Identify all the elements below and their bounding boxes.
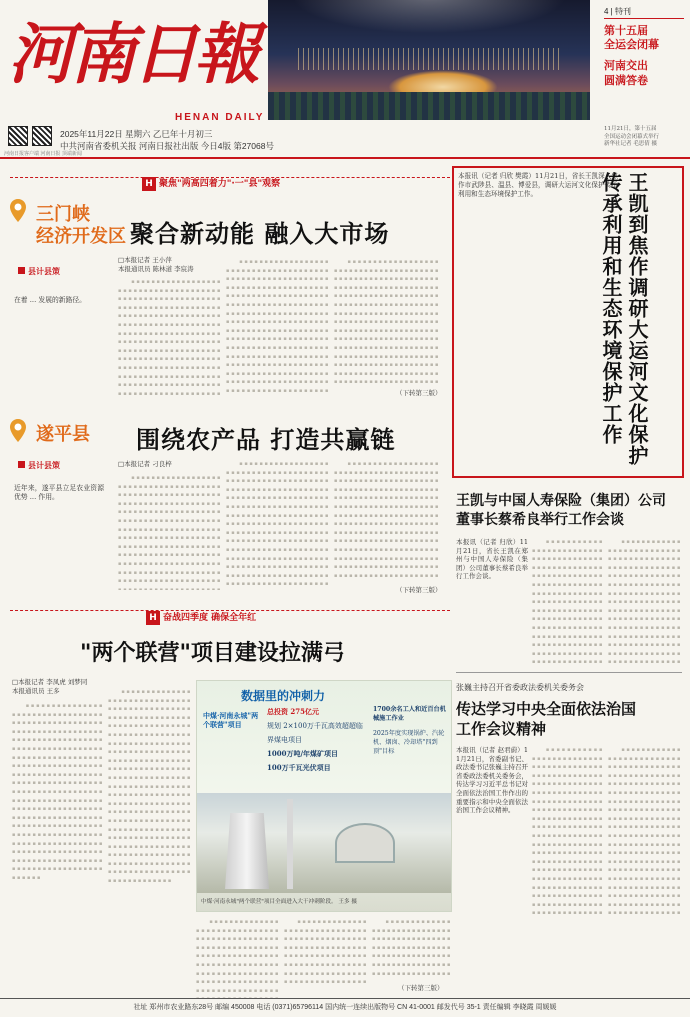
article-headline[interactable]: 聚合新动能 融入大市场 xyxy=(130,220,390,248)
qr-labels: 河南日报客户端 河南日报 顶端新闻 xyxy=(4,151,82,157)
masthead-title: 河南日報 xyxy=(8,15,256,93)
kicker: 张巍主持召开省委政法委机关委务会 xyxy=(456,683,584,692)
article-column: ▪▪▪▪▪▪▪▪▪▪▪▪▪▪▪▪▪▪▪▪▪▪▪▪▪▪▪▪▪▪▪▪▪▪▪▪▪▪▪▪▪▪▪▪▪▪▪▪▪▪▪▪▪▪▪▪▪▪▪▪▪▪▪▪▪▪▪▪▪▪▪▪▪▪▪▪▪▪▪▪▪▪▪▪▪▪▪▪▪▪▪▪▪▪▪▪▪▪▪▪▪▪▪▪▪▪▪▪▪▪▪▪▪▪▪▪▪▪▪▪▪▪▪▪▪▪▪▪▪▪▪▪▪▪▪▪▪▪▪▪▪▪▪▪▪▪▪▪▪▪▪▪▪▪▪▪▪▪▪▪▪▪▪▪▪▪▪▪▪▪▪▪▪▪▪▪▪▪▪▪▪▪▪▪▪▪▪▪▪▪▪▪▪▪▪▪▪▪▪▪▪▪▪▪▪▪▪▪▪▪▪▪▪▪▪▪▪▪▪▪▪▪▪▪▪▪▪▪▪▪▪▪▪▪▪▪▪▪▪▪▪▪▪▪▪▪▪▪▪▪▪▪▪▪▪▪▪▪▪▪▪▪▪▪▪▪▪▪▪▪▪▪▪▪▪▪▪▪▪▪▪▪▪▪▪▪▪▪▪▪▪▪▪▪▪▪▪▪▪▪▪▪▪▪▪▪▪▪▪▪▪▪▪▪▪▪▪▪▪▪▪▪▪▪▪▪▪▪▪▪▪▪▪▪▪▪▪▪▪▪▪▪▪▪▪▪▪▪▪▪▪▪▪▪▪▪▪▪▪▪▪▪▪ xyxy=(108,689,192,885)
lead-story-headline-2[interactable]: 传承利用和生态环境保护工作 xyxy=(599,172,623,445)
article-headline[interactable]: 围绕农产品 打造共赢链 xyxy=(136,426,396,454)
infographic-box-title: 中煤·河南永城"两个联营"项目 xyxy=(203,711,259,729)
publisher-line: 中共河南省委机关报 河南日报社出版 今日4版 第27068号 xyxy=(60,141,274,151)
byline: □本报记者 刁良梓 xyxy=(118,460,172,468)
article-column: ▪▪▪▪▪▪▪▪▪▪▪▪▪▪▪▪▪▪▪▪▪▪▪▪▪▪▪▪▪▪▪▪▪▪▪▪▪▪▪▪▪▪▪▪▪▪▪▪▪▪▪▪▪▪▪▪▪▪▪▪▪▪▪▪▪▪▪▪▪▪▪▪▪▪▪▪▪▪▪▪▪▪▪▪▪▪▪▪▪▪▪▪▪▪▪▪▪▪▪▪▪▪▪▪▪▪▪▪▪▪▪▪▪▪▪▪▪▪▪▪▪▪▪▪▪▪ xyxy=(284,919,368,986)
qr-code-icon xyxy=(8,126,28,146)
county-lead: 近年来，遂平县立足农业资源优势 ... 作用。 xyxy=(14,484,104,501)
byline: □本报记者 李凤虎 刘梦同 本报通讯员 王多 xyxy=(12,678,88,695)
article-column: ▪▪▪▪▪▪▪▪▪▪▪▪▪▪▪▪▪▪▪▪▪▪▪▪▪▪▪▪▪▪▪▪▪▪▪▪▪▪▪▪▪▪▪▪▪▪▪▪▪▪▪▪▪▪▪▪▪▪▪▪▪▪▪▪▪▪▪▪▪▪▪▪▪▪▪▪▪▪▪▪▪▪▪▪▪▪▪▪▪▪▪▪▪▪▪▪▪▪▪▪▪▪▪▪▪▪▪▪▪▪▪▪▪▪▪▪▪▪▪▪▪▪▪▪▪▪▪▪▪▪▪▪▪▪▪▪▪▪▪▪▪▪▪▪▪▪▪▪▪▪▪▪▪▪▪▪▪▪▪▪▪▪▪▪▪▪▪▪▪▪▪▪▪▪▪▪▪▪▪▪▪▪▪▪▪▪▪▪▪▪▪▪▪▪▪▪▪▪▪▪▪▪▪▪▪▪▪ xyxy=(532,539,604,666)
article-column: ▪▪▪▪▪▪▪▪▪▪▪▪▪▪▪▪▪▪▪▪▪▪▪▪▪▪▪▪▪▪▪▪▪▪▪▪▪▪▪▪▪▪▪▪▪▪▪▪▪▪▪▪▪▪▪▪▪▪▪▪▪▪▪▪▪▪▪▪▪▪▪▪▪▪▪▪▪▪▪▪▪▪▪▪▪▪▪▪▪▪▪▪▪▪▪▪▪▪▪▪▪▪▪▪▪▪▪▪▪▪▪▪▪▪▪▪▪▪▪▪▪▪▪▪▪▪▪▪▪▪▪▪▪▪▪▪▪▪▪▪▪▪▪▪▪▪▪▪▪▪▪▪▪▪▪▪▪▪▪▪▪▪▪▪▪▪▪▪▪▪▪▪▪▪▪▪▪▪▪▪▪▪▪▪▪▪▪▪▪▪▪▪▪▪▪▪▪▪▪▪▪▪▪▪▪▪▪▪▪▪▪▪▪▪▪▪▪▪▪▪▪▪▪▪▪▪▪▪▪▪▪▪▪▪▪▪▪▪▪▪▪▪▪▪▪▪▪▪▪▪▪▪▪▪▪▪▪▪▪▪▪▪▪▪▪▪▪▪▪▪▪▪▪▪▪▪▪▪ xyxy=(118,279,222,396)
infographic-stats: 总投资 275亿元 规划 2×100万千瓦高效超超临界煤电项目 1000万吨/年煤矿项目 100万千瓦光伏项目 xyxy=(267,707,363,772)
closing-ceremony-photo xyxy=(268,0,590,120)
article-column: ▪▪▪▪▪▪▪▪▪▪▪▪▪▪▪▪▪▪▪▪▪▪▪▪▪▪▪▪▪▪▪▪▪▪▪▪▪▪▪▪▪▪▪▪▪▪▪▪▪▪▪▪▪▪▪▪▪▪▪▪▪▪▪▪▪▪▪▪▪▪▪▪▪▪▪▪▪▪▪▪▪▪▪▪▪▪▪▪▪▪▪▪▪▪▪▪▪▪▪▪▪▪▪▪▪▪▪▪▪ xyxy=(372,919,452,977)
section-banner: H 奋战四季度 确保全年红 xyxy=(146,610,256,626)
lead-story-body: 本报讯（记者 归欣 樊霞）11月21日，省长王凯深入焦作市武陟县、温县、博爱县，调研大运河文化保护传承利用和生态环境保护工作。 xyxy=(458,172,618,198)
location-pin-icon xyxy=(8,198,28,224)
edition-label: 4 | 特刊 xyxy=(604,7,631,16)
feature-headline[interactable]: 第十五届 全运会闭幕 xyxy=(604,24,659,51)
article-column: ▪▪▪▪▪▪▪▪▪▪▪▪▪▪▪▪▪▪▪▪▪▪▪▪▪▪▪▪▪▪▪▪▪▪▪▪▪▪▪▪▪▪▪▪▪▪▪▪▪▪▪▪▪▪▪▪▪▪▪▪▪▪▪▪▪▪▪▪▪▪▪▪▪▪▪▪▪▪▪▪▪▪▪▪▪▪▪▪▪▪▪▪▪▪▪▪▪▪▪▪▪▪▪▪▪▪▪▪▪▪▪▪▪▪▪▪▪▪▪▪▪▪▪▪▪▪▪▪▪▪▪▪▪▪▪▪▪▪▪▪▪▪▪▪▪▪▪▪▪▪▪▪▪▪▪▪▪▪▪▪▪▪▪▪▪▪▪▪▪▪▪▪▪▪▪▪▪▪▪▪▪▪▪▪▪▪▪▪▪▪▪▪▪▪▪▪▪▪▪▪▪▪▪▪▪▪▪▪▪▪▪▪▪▪▪▪▪▪▪▪▪▪▪▪▪▪▪▪▪▪▪▪▪▪▪▪▪▪▪▪▪▪▪▪▪▪▪▪▪▪▪▪▪▪▪▪▪▪▪▪▪▪▪▪▪▪▪▪▪▪▪▪▪▪▪▪▪ xyxy=(532,747,604,916)
lead-story-headline[interactable]: 王凯到焦作调研大运河文化保护 xyxy=(625,172,649,466)
article-column: ▪▪▪▪▪▪▪▪▪▪▪▪▪▪▪▪▪▪▪▪▪▪▪▪▪▪▪▪▪▪▪▪▪▪▪▪▪▪▪▪▪▪▪▪▪▪▪▪▪▪▪▪▪▪▪▪▪▪▪▪▪▪▪▪▪▪▪▪▪▪▪▪▪▪▪▪▪▪▪▪▪▪▪▪▪▪▪▪▪▪▪▪▪▪▪▪▪▪▪▪▪▪▪▪▪▪▪▪▪▪▪▪▪▪▪▪▪▪▪▪▪▪▪▪▪▪▪▪▪▪▪▪▪▪▪▪▪▪▪▪▪▪▪▪▪▪▪▪▪▪▪▪▪▪▪▪▪▪▪▪▪▪▪▪▪▪▪▪▪▪▪▪▪▪▪▪▪▪▪▪▪▪▪▪▪▪▪▪▪▪▪▪▪▪▪▪▪▪▪▪▪▪▪▪▪▪▪▪▪▪▪▪▪▪▪▪▪▪▪▪▪▪▪▪▪▪▪▪▪▪▪▪▪▪▪▪▪▪▪▪▪▪▪▪▪▪▪▪▪▪▪▪▪▪▪▪▪▪▪▪▪▪▪▪▪▪▪▪▪▪▪▪▪▪▪▪▪▪▪▪▪▪▪▪▪▪▪▪▪▪▪▪▪▪▪▪▪▪▪▪▪▪▪▪▪▪▪▪▪▪▪▪▪▪▪▪▪▪ xyxy=(226,259,330,394)
column-tag: 县计县策 xyxy=(18,460,60,471)
article-column: ▪▪▪▪▪▪▪▪▪▪▪▪▪▪▪▪▪▪▪▪▪▪▪▪▪▪▪▪▪▪▪▪▪▪▪▪▪▪▪▪▪▪▪▪▪▪▪▪▪▪▪▪▪▪▪▪▪▪▪▪▪▪▪▪▪▪▪▪▪▪▪▪▪▪▪▪▪▪▪▪▪▪▪▪▪▪▪▪▪▪▪▪▪▪▪▪▪▪▪▪▪▪▪▪▪▪▪▪▪▪▪▪▪▪▪▪▪▪▪▪▪▪▪▪▪▪▪▪▪▪▪▪▪▪▪▪▪▪▪▪▪▪ xyxy=(196,919,280,994)
county-lead: 在着 ... 发展的新路径。 xyxy=(14,296,86,304)
article-column: ▪▪▪▪▪▪▪▪▪▪▪▪▪▪▪▪▪▪▪▪▪▪▪▪▪▪▪▪▪▪▪▪▪▪▪▪▪▪▪▪▪▪▪▪▪▪▪▪▪▪▪▪▪▪▪▪▪▪▪▪▪▪▪▪▪▪▪▪▪▪▪▪▪▪▪▪▪▪▪▪▪▪▪▪▪▪▪▪▪▪▪▪▪▪▪▪▪▪▪▪▪▪▪▪▪▪▪▪▪▪▪▪▪▪▪▪▪▪▪▪▪▪▪▪▪▪▪▪▪▪▪▪▪▪▪▪▪▪▪▪▪▪▪▪▪▪▪▪▪▪▪▪▪▪▪▪▪▪▪▪▪▪▪▪▪▪▪▪▪▪▪▪▪▪▪▪▪▪▪▪▪▪▪▪▪▪▪▪▪▪▪▪▪▪▪▪▪▪▪▪▪▪▪▪▪▪▪▪▪▪▪▪▪▪▪▪▪▪▪▪▪▪▪▪▪▪▪▪▪▪▪▪▪▪▪▪▪▪▪▪▪▪▪▪▪▪▪▪▪▪▪▪▪▪▪▪▪▪▪▪▪▪▪▪▪▪▪▪▪▪▪▪▪▪▪▪▪▪ xyxy=(608,747,682,916)
article-column: ▪▪▪▪▪▪▪▪▪▪▪▪▪▪▪▪▪▪▪▪▪▪▪▪▪▪▪▪▪▪▪▪▪▪▪▪▪▪▪▪▪▪▪▪▪▪▪▪▪▪▪▪▪▪▪▪▪▪▪▪▪▪▪▪▪▪▪▪▪▪▪▪▪▪▪▪▪▪▪▪▪▪▪▪▪▪▪▪▪▪▪▪▪▪▪▪▪▪▪▪▪▪▪▪▪▪▪▪▪▪▪▪▪▪▪▪▪▪▪▪▪▪▪▪▪▪▪▪▪▪▪▪▪▪▪▪▪▪▪▪▪▪▪▪▪▪▪▪▪▪▪▪▪▪▪▪▪▪▪▪▪▪▪▪▪▪▪▪▪▪▪▪▪▪▪▪▪▪▪▪▪▪▪▪▪▪▪▪▪▪▪▪▪▪▪▪▪▪▪▪▪▪▪▪▪▪▪▪▪▪▪▪▪▪▪▪▪▪▪▪▪▪▪▪▪▪▪▪▪▪▪▪▪▪▪▪▪▪▪▪▪▪▪▪▪▪▪▪▪▪▪▪▪▪▪▪▪▪▪▪▪▪▪▪▪▪▪▪▪▪▪▪▪▪▪▪▪▪▪▪▪▪▪▪▪▪▪▪▪▪▪▪▪▪▪▪▪▪ xyxy=(226,461,330,588)
article-column: ▪▪▪▪▪▪▪▪▪▪▪▪▪▪▪▪▪▪▪▪▪▪▪▪▪▪▪▪▪▪▪▪▪▪▪▪▪▪▪▪▪▪▪▪▪▪▪▪▪▪▪▪▪▪▪▪▪▪▪▪▪▪▪▪▪▪▪▪▪▪▪▪▪▪▪▪▪▪▪▪▪▪▪▪▪▪▪▪▪▪▪▪▪▪▪▪▪▪▪▪▪▪▪▪▪▪▪▪▪▪▪▪▪▪▪▪▪▪▪▪▪▪▪▪▪▪▪▪▪▪▪▪▪▪▪▪▪▪▪▪▪▪▪▪▪▪▪▪▪▪▪▪▪▪▪▪▪▪▪▪▪▪▪▪▪▪▪▪▪▪▪▪▪▪▪▪▪▪▪▪▪▪▪▪▪▪▪▪▪▪▪▪▪▪▪▪▪▪▪▪▪▪▪▪▪▪▪▪▪▪▪▪▪▪▪▪▪▪▪▪▪▪▪▪▪▪▪▪▪▪▪▪▪▪▪▪▪▪▪▪▪▪▪▪▪▪▪▪▪▪▪▪▪▪▪▪▪▪▪▪▪▪▪▪▪▪▪▪▪▪▪▪▪▪▪▪▪▪▪▪▪▪▪▪▪▪▪▪▪▪▪▪▪▪▪▪▪▪▪▪▪▪▪▪▪▪▪▪▪▪▪▪▪▪▪▪▪▪▪▪▪▪▪▪▪▪▪▪▪▪▪▪▪▪▪▪▪▪▪▪▪▪▪▪▪▪▪▪▪▪▪▪▪▪▪▪▪▪▪▪▪▪▪ xyxy=(12,703,104,881)
feature-caption: 11月21日，第十五届 全国运动会闭幕式举行 新华社记者 毛思倩 摄 xyxy=(604,126,660,147)
masthead-english-title: HENAN DAILY xyxy=(175,112,265,123)
story3-lead: 本报讯（记者 赵君蔚）11月21日，省委副书记、政法委书记张巍主持召开省委政法委机关委务会，传达学习习近平总书记对全面依法治国工作作出的重要指示和中央全面依法治国工作会议精神。 xyxy=(456,746,528,815)
feature-subhead[interactable]: 河南交出 圆满答卷 xyxy=(604,59,648,87)
article-column: ▪▪▪▪▪▪▪▪▪▪▪▪▪▪▪▪▪▪▪▪▪▪▪▪▪▪▪▪▪▪▪▪▪▪▪▪▪▪▪▪▪▪▪▪▪▪▪▪▪▪▪▪▪▪▪▪▪▪▪▪▪▪▪▪▪▪▪▪▪▪▪▪▪▪▪▪▪▪▪▪▪▪▪▪▪▪▪▪▪▪▪▪▪▪▪▪▪▪▪▪▪▪▪▪▪▪▪▪▪▪▪▪▪▪▪▪▪▪▪▪▪▪▪▪▪▪▪▪▪▪▪▪▪▪▪▪▪▪▪▪▪▪▪▪▪▪▪▪▪▪▪▪▪▪▪▪▪▪▪▪▪▪▪▪▪▪▪▪▪▪▪▪▪▪▪▪▪▪▪▪▪▪▪▪▪▪▪▪▪▪▪▪▪▪▪▪▪▪▪▪▪▪▪▪▪▪▪▪▪▪▪▪▪▪▪▪▪▪▪▪▪▪▪▪▪▪▪▪▪▪▪▪▪▪▪▪▪▪▪▪▪▪▪▪▪▪▪▪▪▪▪▪▪▪▪▪▪▪▪▪▪▪▪▪▪▪▪▪▪▪▪▪▪▪▪▪▪▪ xyxy=(118,475,222,590)
continued-note: （下转第三版） xyxy=(396,389,442,397)
county-title: 遂平县 xyxy=(36,424,90,445)
article-column: ▪▪▪▪▪▪▪▪▪▪▪▪▪▪▪▪▪▪▪▪▪▪▪▪▪▪▪▪▪▪▪▪▪▪▪▪▪▪▪▪▪▪▪▪▪▪▪▪▪▪▪▪▪▪▪▪▪▪▪▪▪▪▪▪▪▪▪▪▪▪▪▪▪▪▪▪▪▪▪▪▪▪▪▪▪▪▪▪▪▪▪▪▪▪▪▪▪▪▪▪▪▪▪▪▪▪▪▪▪▪▪▪▪▪▪▪▪▪▪▪▪▪▪▪▪▪▪▪▪▪▪▪▪▪▪▪▪▪▪▪▪▪▪▪▪▪▪▪▪▪▪▪▪▪▪▪▪▪▪▪▪▪▪▪▪▪▪▪▪▪▪▪▪▪▪▪▪▪▪▪▪▪▪▪▪▪▪▪▪▪▪▪▪▪▪▪▪▪▪▪▪▪▪▪▪▪▪▪ xyxy=(608,539,682,664)
county-title: 三门峡 经济开发区 xyxy=(36,204,126,247)
byline: □本报记者 王小萍 本报通讯员 陈林道 李宸涛 xyxy=(118,256,194,273)
photo-caption: 中煤·河南永城"两个联营"项目全面进入大干冲刺阶段。 王多 摄 xyxy=(201,899,357,905)
footer-info: 社址 郑州市农业路东28号 邮编 450008 电话 (0371)65796114 国内统一连续出版物号 CN 41-0001 邮发代号 35-1 责任编辑 李晓霞 周媛媛 xyxy=(133,1004,557,1011)
continued-note: （下转第三版） xyxy=(398,984,444,992)
infographic-stats-2: 1700余名工人和近百台机械施工作业 2025年度实现锅炉、汽轮机、烟囱、冷却塔"四到顶"目标 xyxy=(373,706,446,755)
article-headline[interactable]: 王凯与中国人寿保险（集团）公司 董事长蔡希良举行工作会谈 xyxy=(456,493,666,528)
article-headline[interactable]: 传达学习中央全面依法治国 工作会议精神 xyxy=(456,700,637,738)
article-column: ▪▪▪▪▪▪▪▪▪▪▪▪▪▪▪▪▪▪▪▪▪▪▪▪▪▪▪▪▪▪▪▪▪▪▪▪▪▪▪▪▪▪▪▪▪▪▪▪▪▪▪▪▪▪▪▪▪▪▪▪▪▪▪▪▪▪▪▪▪▪▪▪▪▪▪▪▪▪▪▪▪▪▪▪▪▪▪▪▪▪▪▪▪▪▪▪▪▪▪▪▪▪▪▪▪▪▪▪▪▪▪▪▪▪▪▪▪▪▪▪▪▪▪▪▪▪▪▪▪▪▪▪▪▪▪▪▪▪▪▪▪▪▪▪▪▪▪▪▪▪▪▪▪▪▪▪▪▪▪▪▪▪▪▪▪▪▪▪▪▪▪▪▪▪▪▪▪▪▪▪▪▪▪▪▪▪▪▪▪▪▪▪▪▪▪▪▪▪▪▪▪▪▪▪▪▪▪▪▪▪▪▪▪▪▪▪▪▪▪▪▪▪▪▪▪▪▪▪▪▪▪▪▪▪▪▪▪▪▪▪▪▪▪▪▪▪▪▪▪▪▪▪▪▪▪▪▪▪▪▪▪▪▪▪▪▪▪▪▪▪▪▪▪▪▪▪▪▪▪▪▪▪▪▪▪▪▪▪▪▪▪ xyxy=(334,461,440,579)
qr-code-icon xyxy=(32,126,52,146)
power-plant-photo xyxy=(197,793,452,893)
story2-lead: 本报讯（记者 归欣）11月21日，省长王凯在郑州与中国人寿保险（集团）公司董事长蔡希良举行工作会谈。 xyxy=(456,538,528,581)
section-banner: H 聚焦"两高四着力"·一"县"观察 xyxy=(142,176,280,192)
infographic-title: 数据里的冲刺力 xyxy=(241,689,326,703)
article-column: ▪▪▪▪▪▪▪▪▪▪▪▪▪▪▪▪▪▪▪▪▪▪▪▪▪▪▪▪▪▪▪▪▪▪▪▪▪▪▪▪▪▪▪▪▪▪▪▪▪▪▪▪▪▪▪▪▪▪▪▪▪▪▪▪▪▪▪▪▪▪▪▪▪▪▪▪▪▪▪▪▪▪▪▪▪▪▪▪▪▪▪▪▪▪▪▪▪▪▪▪▪▪▪▪▪▪▪▪▪▪▪▪▪▪▪▪▪▪▪▪▪▪▪▪▪▪▪▪▪▪▪▪▪▪▪▪▪▪▪▪▪▪▪▪▪▪▪▪▪▪▪▪▪▪▪▪▪▪▪▪▪▪▪▪▪▪▪▪▪▪▪▪▪▪▪▪▪▪▪▪▪▪▪▪▪▪▪▪▪▪▪▪▪▪▪▪▪▪▪▪▪▪▪▪▪▪▪▪▪▪▪▪▪▪▪▪▪▪▪▪▪▪▪▪▪▪▪▪▪▪▪▪▪▪▪▪▪▪▪▪▪▪▪▪▪▪▪▪▪▪▪▪▪▪▪▪▪▪▪▪▪▪▪▪▪▪▪▪▪▪▪▪▪▪▪▪▪▪▪▪▪▪▪▪▪▪▪▪▪▪▪▪▪▪▪▪▪▪▪▪▪▪▪▪▪▪▪▪▪▪▪▪ xyxy=(334,259,440,386)
article-headline[interactable]: "两个联营"项目建设拉满弓 xyxy=(80,641,345,666)
location-pin-icon xyxy=(8,418,28,444)
date-line: 2025年11月22日 星期六 乙巳年十月初三 xyxy=(60,129,213,139)
continued-note: （下转第三版） xyxy=(396,586,442,594)
column-tag: 县计县策 xyxy=(18,266,60,277)
data-infographic xyxy=(196,680,452,912)
